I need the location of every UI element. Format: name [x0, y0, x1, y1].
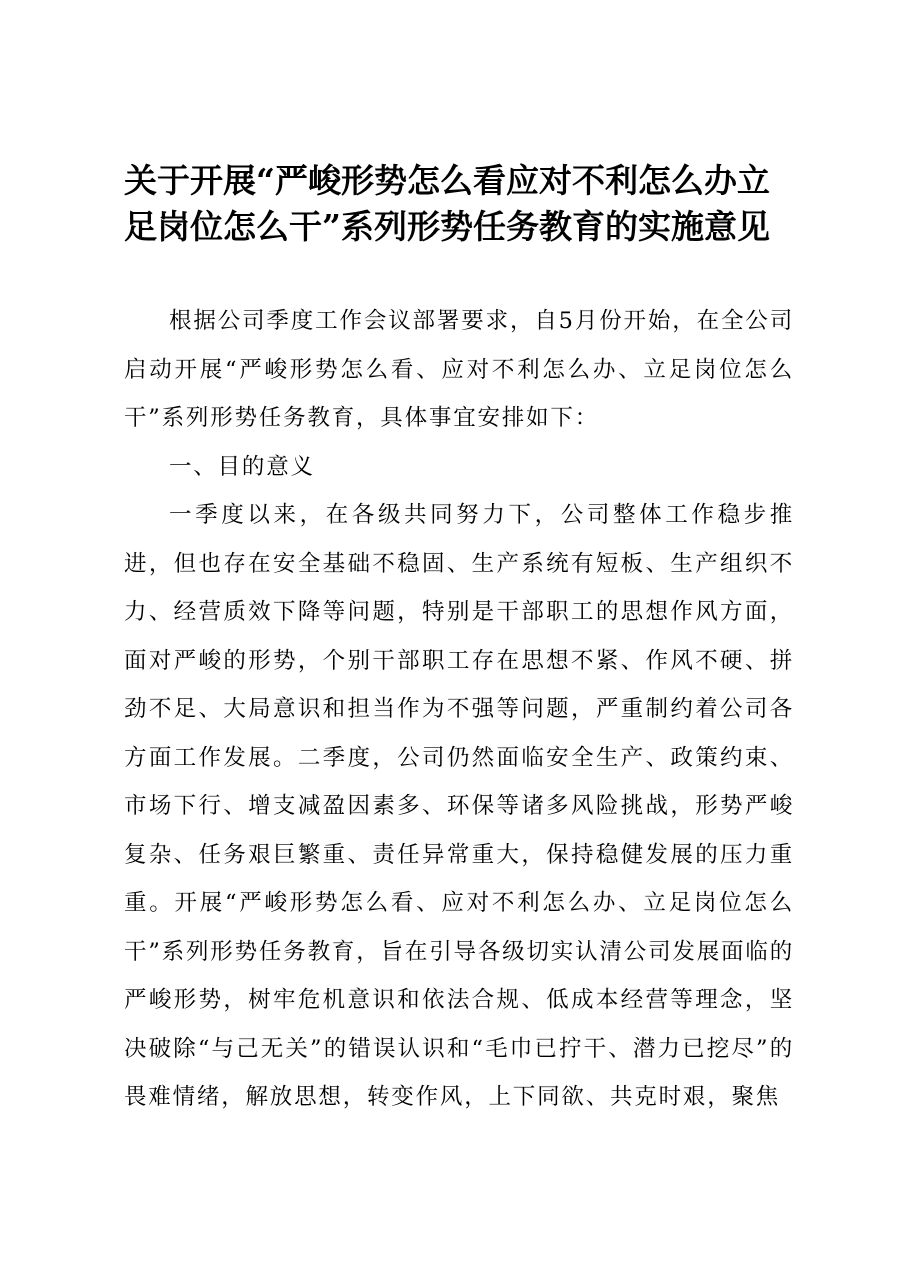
section-heading-purpose: 一、目的意义 [169, 453, 315, 480]
title-line-2: 足岗位怎么干”系列形势任务教育的实施意见 [124, 207, 770, 246]
document-title [124, 158, 804, 250]
title-line-1: 关于开展“严峻形势怎么看应对不利怎么办立 [124, 161, 770, 200]
document-body [124, 297, 794, 1122]
paragraph-purpose: 一季度以来，在各级共同努力下，公司整体工作稳步推进，但也存在安全基础不稳固、生产系统有短板、生产组织不力、经营质效下降等问题，特别是干部职工的思想作风方面，面对严峻的形势，个别干部职工存在思想不紧、作风不硬、拼劲不足、大局意识和担当作为不强等问题，严重制约着公司各方面工作发展。二季度，公司仍然面临安全生产、政策约束、市场下行、增支减盈因素多、环保等诸多风险挑战，形势严峻复杂、任务艰巨繁重、责任异常重大，保持稳健发展的压力重重。开展“严峻形势怎么看、应对不利怎么办、立足岗位怎么干”系列形势任务教育，旨在引导各级切实认清公司发展面临的严峻形势，树牢危机意识和依法合规、低成本经营等理念，坚决破除“与己无关”的错误认识和“毛巾已拧干、潜力已挖尽”的畏难情绪，解放思想，转变作风，上下同欲、共克时艰，聚焦 [124, 502, 794, 1110]
paragraph-intro: 根据公司季度工作会议部署要求，自5月份开始，在全公司启动开展“严峻形势怎么看、应对不利怎么办、立足岗位怎么干”系列形势任务教育，具体事宜安排如下： [124, 308, 794, 431]
